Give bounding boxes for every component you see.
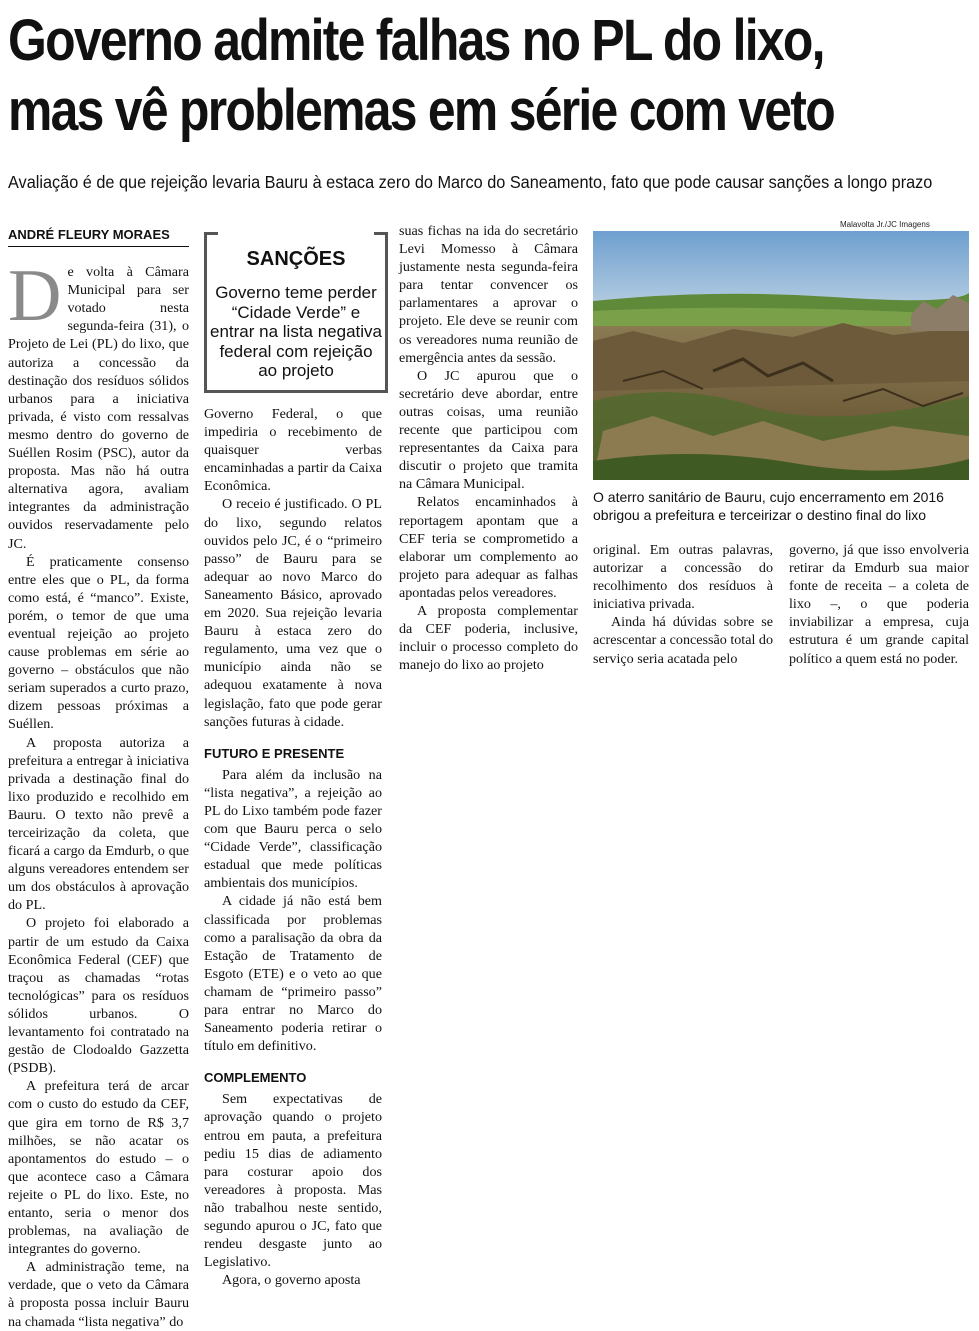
article-column-2 — [204, 405, 382, 1289]
landfill-illustration — [593, 231, 969, 480]
section-title-futuro: FUTURO E PRESENTE — [204, 745, 345, 761]
paragraph: Agora, o governo aposta — [222, 1272, 361, 1289]
article-column-1 — [8, 226, 189, 1330]
lead-paragraph: De volta à Câmara Municipal para ser votado nesta segunda-feira (31), o Projeto de Lei (PL) do lixo, que autoriza a concessão da destinação dos resíduos sólidos urbanos para a iniciativa privada, é visto com ressalvas mesmo dentro do governo de Suéllen Rosim (PSC), autor da proposta. Mas não há outra alternativa agora, avaliam integrantes da administração ouvidos reservadamente pelo JC. — [8, 255, 189, 552]
subheadline: Avaliação é de que rejeição levaria Bauru à estaca zero do Marco do Saneamento, fato que pode causar sanções a longo prazo — [8, 172, 933, 192]
article-column-5 — [789, 541, 969, 681]
box-corner-right — [374, 232, 388, 235]
paragraph: Governo Federal, o que impediria o recebimento de quaisquer verbas encaminhadas a partir da Caixa Econômica. — [204, 406, 382, 495]
headline — [8, 6, 838, 146]
photo-credit: Malavolta Jr./JC Imagens — [840, 220, 930, 229]
paragraph: suas fichas na ida do secretário Levi Momesso à Câmara justamente nesta segunda-feira para tentar convencer os parlamentares a aprovar o projeto. Ele deve se reunir com os vereadores numa reunião de emergência antes da sessão. — [399, 223, 578, 366]
paragraph: O projeto foi elaborado a partir de um estudo da Caixa Econômica Federal (CEF) que traçou as chamadas “rotas tecnológicas” para os resíduos sólidos urbanos. O levantamento foi contratado na gestão de Clodoaldo Gazzetta (PSDB). — [8, 915, 189, 1077]
section-title-complemento: COMPLEMENTO — [204, 1070, 307, 1086]
paragraph: original. Em outras palavras, autorizar a concessão do recolhimento dos resíduos à iniciativa privada. — [593, 542, 773, 613]
paragraph: governo, já que isso envolveria retirar da Emdurb sua maior fonte de receita – a coleta de lixo –, o que poderia inviabilizar a empresa, cuja estrutura é um grande capital político a quem está no poder. — [789, 542, 969, 667]
paragraph: Sem expectativas de aprovação quando o projeto entrou em pauta, a prefeitura pediu 15 dias de adiamento para costurar apoio dos vereadores à proposta. Mas não trabalhou neste sentido, segundo apurou o JC, fato que rendeu desgaste junto ao Legislativo. — [204, 1091, 382, 1271]
landfill-photo — [593, 231, 969, 480]
box-title: SANÇÕES — [246, 248, 346, 270]
paragraph: O receio é justificado. O PL do lixo, segundo relatos ouvidos pelo JC, é o “primeiro passo” de Bauru para se adequar ao novo Marco do Saneamento Básico, aprovado em 2020. Sua rejeição levaria Bauru à estaca zero do regulamento, uma vez que o município ainda não se adequou exatamente à nova legislação, fato que pode gerar sanções futuras à cidade. — [204, 496, 382, 730]
photo-caption: O aterro sanitário de Bauru, cujo encerramento em 2016 obrigou a prefeitura e terceirizar o destino final do lixo — [593, 489, 944, 523]
paragraph: Relatos encaminhados à reportagem apontam que a CEF teria se comprometido a elaborar um complemento ao projeto para adequar as falhas apontadas pelos vereadores. — [399, 494, 578, 601]
paragraph: Ainda há dúvidas sobre se acrescentar a concessão total do serviço seria acatada pelo — [593, 614, 773, 667]
article-column-3 — [399, 222, 578, 722]
headline-line-2: mas vê problemas em série com veto — [8, 78, 834, 143]
headline-line-1: Governo admite falhas no PL do lixo, — [8, 8, 824, 73]
paragraph: A proposta complementar da CEF poderia, inclusive, incluir o processo completo do manejo do lixo ao projeto — [399, 602, 578, 674]
sancoes-box — [204, 232, 388, 393]
paragraph: É praticamente consenso entre eles que o PL, da forma como está, é “manco”. Existe, porém, o temor de que uma eventual rejeição ao projeto cause problemas em série ao governo – obstáculos que não seriam superados a curto prazo, dizem pessoas próximas a Suéllen. — [8, 553, 189, 733]
paragraph: A cidade já não está bem classificada por problemas como a paralisação da obra da Estação de Tratamento de Esgoto (ETE) e o veto ao que chamam de “primeiro passo” para entrar no Marco do Saneamento poderia retirar o título em definitivo. — [204, 893, 382, 1055]
box-corner-left — [204, 232, 218, 235]
article-column-4 — [593, 541, 773, 681]
paragraph: Para além da inclusão na “lista negativa”, a rejeição ao PL do Lixo também pode fazer com que Bauru perca o selo “Cidade Verde”, classificação estadual que mede políticas ambientais dos municípios. — [204, 766, 382, 892]
drop-cap: D — [8, 255, 62, 338]
paragraph: A proposta autoriza a prefeitura a entregar à iniciativa privada a destinação final do lixo produzido e recolhido em Bauru. O texto não prevê a terceirização da coleta, que ficará a cargo da Emdurb, o que alguns vereadores entendem ser um dos obstáculos à aprovação do PL. — [8, 734, 189, 914]
paragraph: A administração teme, na verdade, que o veto da Câmara à proposta possa incluir Bauru na chamada “lista negativa” do — [8, 1259, 189, 1330]
paragraph: A prefeitura terá de arcar com o custo do estudo da CEF, que gira em torno de R$ 3,7 milhões, se não acatar os apontamentos do estudo – o que acontece caso a Câmara rejeite o PL do lixo. Este, no entanto, seria o menor dos problemas, na avaliação de integrantes do governo. — [8, 1078, 189, 1258]
byline: ANDRÉ FLEURY MORAES — [8, 226, 189, 247]
paragraph: O JC apurou que o secretário deve abordar, entre outras coisas, uma reunião recente que participou com representantes da Caixa para discutir o projeto que tramita na Câmara Municipal. — [399, 367, 578, 493]
box-text: Governo teme perder “Cidade Verde” e entrar na lista negativa federal com rejeição ao projeto — [210, 283, 382, 380]
